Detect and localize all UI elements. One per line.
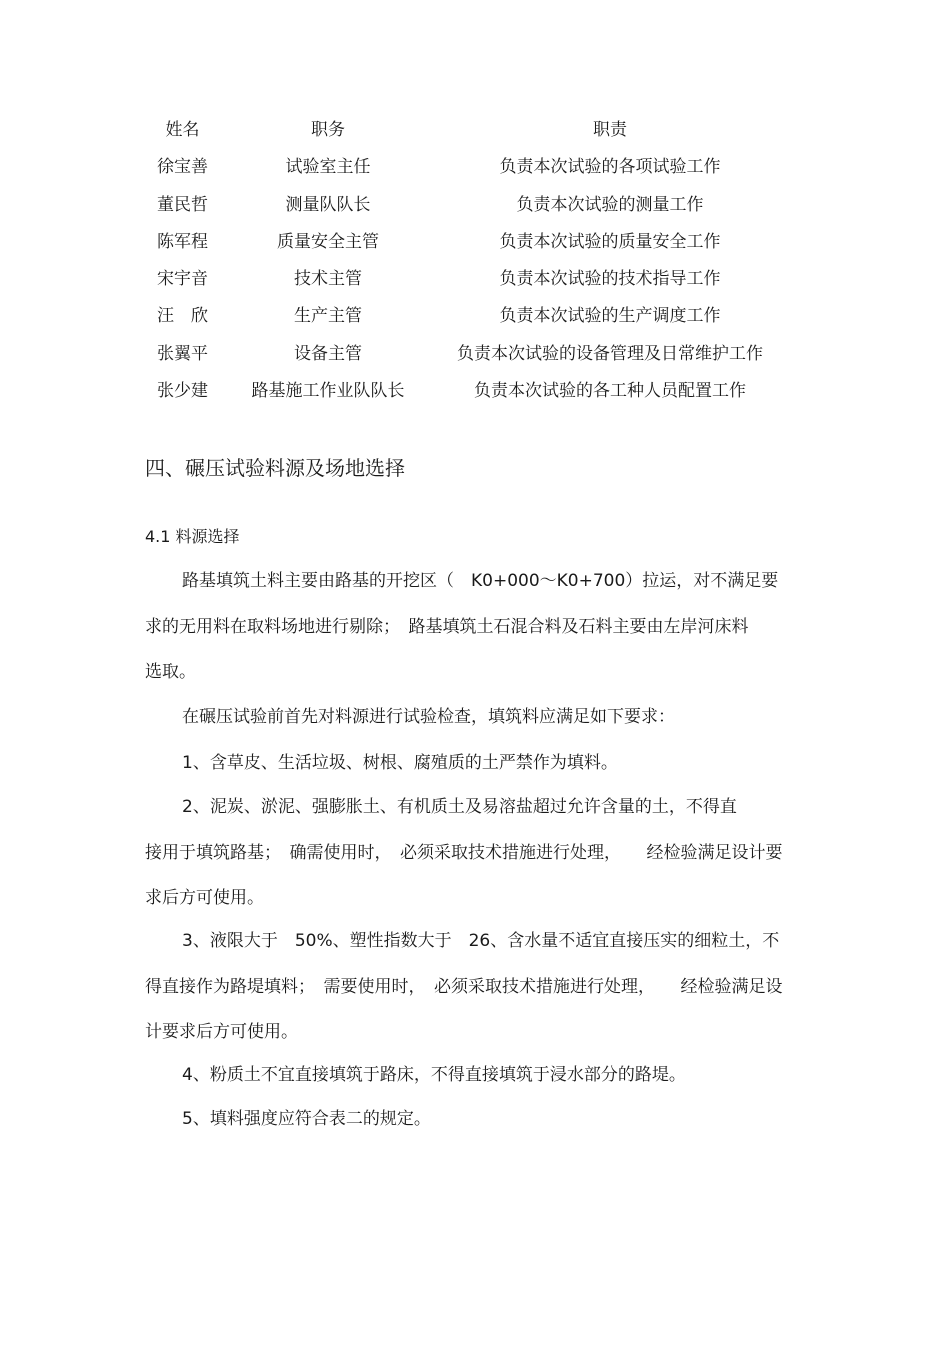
paragraph-line: 2、泥炭、淤泥、强膨胀土、有机质土及易溶盐超过允许含量的土，不得直 <box>182 797 737 817</box>
staff-name: 张翼平 <box>157 343 208 364</box>
table-row <box>140 187 820 224</box>
staff-name: 汪 欣 <box>157 306 208 327</box>
staff-position: 技术主管 <box>294 269 362 290</box>
staff-name: 陈军程 <box>157 231 208 252</box>
staff-position: 生产主管 <box>294 306 362 327</box>
requirement-item-1 <box>145 741 805 787</box>
staff-table <box>140 112 820 410</box>
staff-position: 试验室主任 <box>285 157 371 178</box>
paragraph-line: 5、填料强度应符合表二的规定。 <box>182 1109 431 1129</box>
header-position: 职务 <box>311 120 345 140</box>
staff-position: 测量队队长 <box>285 194 371 215</box>
paragraph-line: 3、液限大于 50%、塑性指数大于 26、含水量不适宜直接压实的细粒土，不 <box>182 931 780 951</box>
staff-name: 张少建 <box>157 381 208 402</box>
paragraph-line: 选取。 <box>145 662 196 682</box>
staff-duty: 负责本次试验的设备管理及日常维护工作 <box>457 343 763 364</box>
table-row <box>140 224 820 261</box>
paragraph-line: 得直接作为路堤填料； 需要使用时， 必须采取技术措施进行处理， 经检验满足设 <box>145 976 783 997</box>
table-row <box>140 373 820 410</box>
staff-duty: 负责本次试验的技术指导工作 <box>499 269 721 290</box>
staff-name: 徐宝善 <box>157 157 208 178</box>
subsection-heading: 4.1 料源选择 <box>145 527 240 546</box>
paragraph-line: 在碾压试验前首先对料源进行试验检查，填筑料应满足如下要求： <box>182 707 675 727</box>
paragraph-requirements-intro <box>145 695 805 741</box>
staff-duty: 负责本次试验的生产调度工作 <box>499 306 721 327</box>
header-name: 姓名 <box>165 120 200 140</box>
paragraph-line: 1、含草皮、生活垃圾、树根、腐殖质的土严禁作为填料。 <box>182 753 618 773</box>
paragraph-line: 求后方可使用。 <box>145 888 264 908</box>
staff-duty: 负责本次试验的各工种人员配置工作 <box>474 381 746 402</box>
staff-duty: 负责本次试验的各项试验工作 <box>499 157 721 178</box>
paragraph-line: 路基填筑土料主要由路基的开挖区（ K0+000～K0+700）拉运，对不满足要 <box>182 571 779 591</box>
paragraph-line: 求的无用料在取料场地进行剔除； 路基填筑土石混合料及石料主要由左岸河床料 <box>145 616 749 637</box>
staff-position: 质量安全主管 <box>277 231 379 252</box>
requirement-item-4 <box>145 1053 805 1099</box>
staff-name: 宋宇音 <box>157 269 208 290</box>
paragraph-line: 接用于填筑路基； 确需使用时， 必须采取技术措施进行处理， 经检验满足设计要 <box>145 842 783 863</box>
paragraph-line: 4、粉质土不宜直接填筑于路床，不得直接填筑于浸水部分的路堤。 <box>182 1065 686 1085</box>
staff-name: 董民哲 <box>157 194 208 215</box>
section-heading: 四、碾压试验料源及场地选择 <box>145 456 405 480</box>
table-row <box>140 298 820 335</box>
requirement-item-3 <box>145 919 805 1056</box>
staff-duty: 负责本次试验的测量工作 <box>516 194 704 215</box>
requirement-item-5 <box>145 1097 805 1143</box>
staff-duty: 负责本次试验的质量安全工作 <box>499 231 721 252</box>
header-duty: 职责 <box>593 120 627 140</box>
staff-position: 设备主管 <box>294 343 362 364</box>
requirement-item-2 <box>145 785 805 922</box>
paragraph-line: 计要求后方可使用。 <box>145 1022 298 1042</box>
table-row <box>140 149 820 186</box>
paragraph-material-source <box>145 559 805 696</box>
table-row <box>140 336 820 373</box>
table-header-row <box>140 112 820 149</box>
staff-position: 路基施工作业队队长 <box>251 381 405 402</box>
table-row <box>140 261 820 298</box>
